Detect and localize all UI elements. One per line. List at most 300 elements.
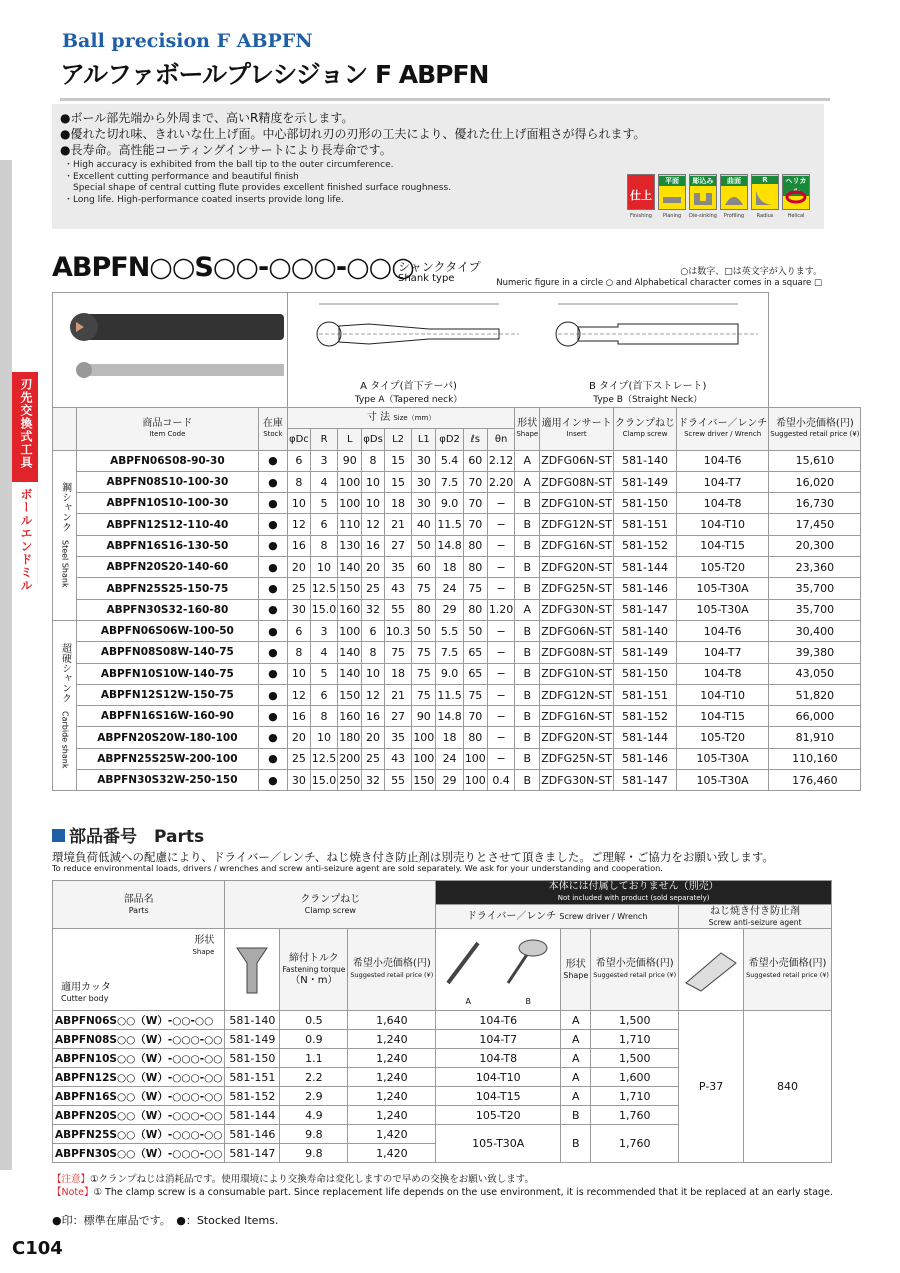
table-cell: ● bbox=[258, 535, 287, 556]
table-cell: 17,450 bbox=[769, 514, 861, 535]
parts-cell: 9.8 bbox=[280, 1125, 348, 1144]
table-cell: 176,460 bbox=[769, 770, 861, 791]
item-code: ABPFN12S12-110-40 bbox=[77, 514, 259, 535]
table-cell: 18 bbox=[384, 493, 412, 514]
item-code: ABPFN20S20W-180-100 bbox=[77, 727, 259, 748]
table-cell: 104-T15 bbox=[677, 535, 769, 556]
parts-cell: A bbox=[561, 1011, 591, 1030]
product-table bbox=[52, 292, 861, 791]
feature-jp-3: ●長寿命。高性能コーティングインサートにより長寿命です。 bbox=[60, 143, 392, 157]
table-cell: 105-T30A bbox=[677, 578, 769, 599]
table-cell: 104-T15 bbox=[677, 706, 769, 727]
table-row bbox=[53, 706, 861, 727]
table-cell: 80 bbox=[463, 535, 487, 556]
parts-cell: 2.9 bbox=[280, 1087, 348, 1106]
helical-icon: ヘリカル Helical bbox=[782, 174, 810, 210]
steel-rows bbox=[53, 450, 861, 620]
table-cell: B bbox=[515, 514, 540, 535]
table-cell: 10 bbox=[288, 663, 311, 684]
table-cell: 0.4 bbox=[487, 770, 515, 791]
table-cell: 30 bbox=[412, 471, 436, 492]
table-cell: 20,300 bbox=[769, 535, 861, 556]
table-cell: 100 bbox=[412, 748, 436, 769]
header-dim-col: R bbox=[310, 429, 338, 450]
header-dimensions: 寸 法 Size（mm） bbox=[288, 408, 515, 429]
shank-type-jp: シャンクタイプ bbox=[398, 260, 481, 274]
parts-cell: 1,420 bbox=[348, 1144, 436, 1163]
anti-seizure-code: P-37 bbox=[679, 1011, 744, 1163]
table-cell: 16,730 bbox=[769, 493, 861, 514]
table-cell: ● bbox=[258, 620, 287, 641]
application-icons bbox=[627, 174, 810, 219]
item-code: ABPFN06S08-90-30 bbox=[77, 450, 259, 471]
diagram-a-label-jp: A タイプ(首下テーパ) bbox=[360, 381, 457, 392]
table-cell: 43,050 bbox=[769, 663, 861, 684]
table-cell: 12.5 bbox=[310, 748, 338, 769]
parts-header-price-clamp: 希望小売価格(円) Suggested retail price (¥) bbox=[348, 929, 436, 1011]
parts-cell: 9.8 bbox=[280, 1144, 348, 1163]
table-cell: 30 bbox=[412, 493, 436, 514]
table-cell: B bbox=[515, 557, 540, 578]
table-cell: 75 bbox=[412, 642, 436, 663]
table-cell: 10.3 bbox=[384, 620, 412, 641]
table-cell: 70 bbox=[463, 471, 487, 492]
item-code: ABPFN10S10W-140-75 bbox=[77, 663, 259, 684]
parts-desc-jp: 環境負荷低減への配慮により、ドライバー／レンチ、ねじ焼き付き防止剤は別売りとさせて頂きました。ご理解・ご協力をお願い致します。 bbox=[52, 850, 774, 864]
table-cell: 55 bbox=[384, 770, 412, 791]
table-row bbox=[53, 727, 861, 748]
group-label: 鋼シャンクSteel Shank bbox=[53, 450, 77, 620]
table-cell: ● bbox=[258, 493, 287, 514]
table-cell: 180 bbox=[338, 727, 362, 748]
parts-cell: 581-147 bbox=[225, 1144, 280, 1163]
table-cell: 105-T20 bbox=[677, 557, 769, 578]
parts-cell: 1,500 bbox=[591, 1011, 679, 1030]
parts-cell: 4.9 bbox=[280, 1106, 348, 1125]
table-cell: 75 bbox=[412, 663, 436, 684]
parts-cell: A bbox=[561, 1087, 591, 1106]
table-cell: 10 bbox=[362, 663, 385, 684]
table-row bbox=[53, 748, 861, 769]
table-cell: 90 bbox=[412, 706, 436, 727]
header-dim-col: φD2 bbox=[436, 429, 464, 450]
table-cell: 150 bbox=[412, 770, 436, 791]
table-cell: 8 bbox=[362, 450, 385, 471]
parts-cell: 1,710 bbox=[591, 1087, 679, 1106]
table-cell: 4 bbox=[310, 642, 338, 663]
parts-cell: 581-151 bbox=[225, 1068, 280, 1087]
table-cell: 581-151 bbox=[614, 514, 677, 535]
table-cell: 30 bbox=[288, 599, 311, 620]
header-clamp: クランプねじ Clamp screw bbox=[614, 408, 677, 451]
profiling-icon: 曲面 Profiling bbox=[720, 174, 748, 210]
table-cell: 581-140 bbox=[614, 620, 677, 641]
table-cell: B bbox=[515, 684, 540, 705]
parts-header-shape-cutter: 形状 Shape 適用カッタ Cutter body bbox=[53, 929, 225, 1011]
table-cell: B bbox=[515, 706, 540, 727]
header-item-code: 商品コード Item Code bbox=[77, 408, 259, 451]
table-cell: 5.4 bbox=[436, 450, 464, 471]
parts-cell: 581-150 bbox=[225, 1049, 280, 1068]
planing-icon: 平面 Planing bbox=[658, 174, 686, 210]
diagram-a-label-en: Type A（Tapered neck） bbox=[354, 395, 463, 405]
item-code: ABPFN16S16-130-50 bbox=[77, 535, 259, 556]
table-cell: 25 bbox=[288, 748, 311, 769]
table-cell: ZDFG06N-ST bbox=[540, 450, 614, 471]
table-cell: 40 bbox=[412, 514, 436, 535]
table-cell: 50 bbox=[412, 535, 436, 556]
table-cell: 80 bbox=[463, 727, 487, 748]
diagram-a-drawing bbox=[299, 294, 519, 374]
cutter-body: ABPFN08S○○（W）-○○○-○○ bbox=[53, 1030, 225, 1049]
table-cell: 100 bbox=[463, 770, 487, 791]
table-cell: − bbox=[487, 493, 515, 514]
table-cell: 100 bbox=[463, 748, 487, 769]
table-cell: ● bbox=[258, 727, 287, 748]
table-cell: 60 bbox=[412, 557, 436, 578]
table-cell: 6 bbox=[288, 450, 311, 471]
table-cell: 105-T30A bbox=[677, 748, 769, 769]
item-code: ABPFN12S12W-150-75 bbox=[77, 684, 259, 705]
code-note-en: Numeric figure in a circle ○ and Alphabetical character comes in a square □ bbox=[496, 278, 822, 288]
table-cell: 43 bbox=[384, 578, 412, 599]
radius-icon: R Radius bbox=[751, 174, 779, 210]
clamp-screw-illustration bbox=[225, 929, 280, 1011]
table-cell: 14.8 bbox=[436, 535, 464, 556]
table-cell: ZDFG20N-ST bbox=[540, 557, 614, 578]
table-cell: 4 bbox=[310, 471, 338, 492]
table-row bbox=[53, 578, 861, 599]
table-cell: 24 bbox=[436, 578, 464, 599]
table-cell: 70 bbox=[463, 493, 487, 514]
table-cell: 12 bbox=[288, 514, 311, 535]
parts-cell: A bbox=[561, 1030, 591, 1049]
table-cell: 32 bbox=[362, 770, 385, 791]
parts-header-torque: 締付トルク Fastening torque （N・m） bbox=[280, 929, 348, 1011]
table-cell: 35,700 bbox=[769, 578, 861, 599]
table-cell: 16 bbox=[362, 535, 385, 556]
parts-desc-en: To reduce environmental loads, drivers / wrenches and screw anti-seizure agent are sold separately. We ask for your understanding and cooperation. bbox=[52, 863, 663, 873]
table-cell: 75 bbox=[463, 684, 487, 705]
table-header-row-1 bbox=[53, 408, 861, 429]
table-cell: 30,400 bbox=[769, 620, 861, 641]
table-cell: ZDFG12N-ST bbox=[540, 684, 614, 705]
table-cell: 75 bbox=[412, 684, 436, 705]
table-cell: 80 bbox=[412, 599, 436, 620]
parts-cell: A bbox=[561, 1049, 591, 1068]
table-row bbox=[53, 642, 861, 663]
table-cell: ● bbox=[258, 514, 287, 535]
table-cell: ● bbox=[258, 450, 287, 471]
table-cell: 2.12 bbox=[487, 450, 515, 471]
table-cell: 39,380 bbox=[769, 642, 861, 663]
table-cell: ZDFG20N-ST bbox=[540, 727, 614, 748]
table-cell: 20 bbox=[362, 557, 385, 578]
table-cell: 1.20 bbox=[487, 599, 515, 620]
table-cell: 75 bbox=[384, 642, 412, 663]
parts-cell: 1,500 bbox=[591, 1049, 679, 1068]
shank-type-en: Shank type bbox=[398, 273, 455, 284]
anti-seizure-price: 840 bbox=[744, 1011, 832, 1163]
table-cell: B bbox=[515, 663, 540, 684]
table-cell: B bbox=[515, 578, 540, 599]
table-row bbox=[53, 450, 861, 471]
parts-header-sold-separately: 本体には付属しておりません（別売） Not included with product (sold separately) bbox=[436, 881, 832, 905]
parts-cell: 104-T6 bbox=[436, 1011, 561, 1030]
parts-cell: B bbox=[561, 1125, 591, 1163]
header-dim-col: L bbox=[338, 429, 362, 450]
parts-cell: 1,240 bbox=[348, 1049, 436, 1068]
cutter-body: ABPFN16S○○（W）-○○○-○○ bbox=[53, 1087, 225, 1106]
item-code: ABPFN16S16W-160-90 bbox=[77, 706, 259, 727]
diagram-type-a bbox=[299, 294, 519, 405]
finishing-icon: 仕上 Finishing bbox=[627, 174, 655, 210]
table-cell: 35,700 bbox=[769, 599, 861, 620]
side-tab-strip bbox=[0, 160, 12, 1170]
table-cell: 8 bbox=[288, 471, 311, 492]
header-stock: 在庫 Stock bbox=[258, 408, 287, 451]
table-cell: 10 bbox=[310, 557, 338, 578]
table-cell: ZDFG06N-ST bbox=[540, 620, 614, 641]
table-row bbox=[53, 493, 861, 514]
table-cell: 55 bbox=[384, 599, 412, 620]
title-jp: アルファボールプレシジョン F ABPFN bbox=[60, 60, 489, 89]
table-cell: 104-T8 bbox=[677, 663, 769, 684]
table-cell: 8 bbox=[288, 642, 311, 663]
table-cell: 5.5 bbox=[436, 620, 464, 641]
table-cell: ● bbox=[258, 770, 287, 791]
table-cell: ZDFG25N-ST bbox=[540, 748, 614, 769]
table-cell: ● bbox=[258, 642, 287, 663]
parts-rows bbox=[53, 1011, 832, 1163]
parts-header-row-3 bbox=[53, 929, 832, 1011]
table-cell: 12 bbox=[288, 684, 311, 705]
table-cell: 581-140 bbox=[614, 450, 677, 471]
table-cell: 21 bbox=[384, 514, 412, 535]
table-cell: ZDFG10N-ST bbox=[540, 663, 614, 684]
table-cell: 16 bbox=[288, 535, 311, 556]
header-dim-col: L2 bbox=[384, 429, 412, 450]
table-cell: 20 bbox=[362, 727, 385, 748]
header-shape: 形状 Shape bbox=[515, 408, 540, 451]
table-cell: 11.5 bbox=[436, 684, 464, 705]
cutter-body: ABPFN30S○○（W）-○○○-○○ bbox=[53, 1144, 225, 1163]
table-cell: 140 bbox=[338, 557, 362, 578]
table-cell: − bbox=[487, 727, 515, 748]
table-cell: 3 bbox=[310, 450, 338, 471]
parts-cell: 581-149 bbox=[225, 1030, 280, 1049]
table-cell: 90 bbox=[338, 450, 362, 471]
table-cell: − bbox=[487, 706, 515, 727]
header-dim-col: θn bbox=[487, 429, 515, 450]
table-cell: 581-150 bbox=[614, 663, 677, 684]
table-cell: − bbox=[487, 663, 515, 684]
table-row bbox=[53, 557, 861, 578]
table-cell: 581-152 bbox=[614, 706, 677, 727]
table-cell: 10 bbox=[288, 493, 311, 514]
cutter-body: ABPFN06S○○（W）-○○-○○ bbox=[53, 1011, 225, 1030]
table-cell: 75 bbox=[412, 578, 436, 599]
table-cell: − bbox=[487, 535, 515, 556]
header-dim-col: ℓs bbox=[463, 429, 487, 450]
table-cell: 35 bbox=[384, 557, 412, 578]
table-cell: 8 bbox=[362, 642, 385, 663]
table-cell: 581-152 bbox=[614, 535, 677, 556]
table-cell: 581-147 bbox=[614, 599, 677, 620]
table-cell: 581-144 bbox=[614, 557, 677, 578]
table-cell: ● bbox=[258, 471, 287, 492]
item-code: ABPFN30S32-160-80 bbox=[77, 599, 259, 620]
table-row bbox=[53, 684, 861, 705]
parts-cell: 0.9 bbox=[280, 1030, 348, 1049]
code-title: ABPFN○○S○○-○○○-○○○ bbox=[52, 252, 414, 283]
table-row bbox=[53, 514, 861, 535]
parts-header-anti: ねじ焼き付き防止剤 Screw anti-seizure agent bbox=[679, 905, 832, 929]
parts-cell: 104-T10 bbox=[436, 1068, 561, 1087]
cutter-body: ABPFN10S○○（W）-○○○-○○ bbox=[53, 1049, 225, 1068]
table-cell: 70 bbox=[463, 514, 487, 535]
table-cell: ZDFG30N-ST bbox=[540, 599, 614, 620]
table-cell: 25 bbox=[362, 578, 385, 599]
title-rule bbox=[60, 98, 830, 101]
table-cell: ● bbox=[258, 557, 287, 578]
table-cell: 581-149 bbox=[614, 471, 677, 492]
table-cell: ● bbox=[258, 706, 287, 727]
table-cell: 8 bbox=[310, 535, 338, 556]
table-cell: 130 bbox=[338, 535, 362, 556]
table-cell: 65 bbox=[463, 663, 487, 684]
table-cell: 15,610 bbox=[769, 450, 861, 471]
screw-icon bbox=[227, 938, 277, 998]
table-cell: 24 bbox=[436, 748, 464, 769]
features-jp bbox=[52, 110, 646, 158]
table-cell: 21 bbox=[384, 684, 412, 705]
parts-table bbox=[52, 880, 832, 1163]
table-cell: 11.5 bbox=[436, 514, 464, 535]
parts-header-name: 部品名 Parts bbox=[53, 881, 225, 929]
table-cell: 9.0 bbox=[436, 663, 464, 684]
table-cell: 5 bbox=[310, 663, 338, 684]
table-cell: 581-150 bbox=[614, 493, 677, 514]
table-cell: 27 bbox=[384, 535, 412, 556]
table-cell: 6 bbox=[310, 684, 338, 705]
table-cell: B bbox=[515, 770, 540, 791]
table-cell: 50 bbox=[412, 620, 436, 641]
table-cell: − bbox=[487, 748, 515, 769]
feature-jp-1: ●ボール部先端から外周まで、高いR精度を示します。 bbox=[60, 111, 354, 125]
table-cell: 105-T30A bbox=[677, 599, 769, 620]
table-cell: 100 bbox=[338, 471, 362, 492]
parts-cell: A bbox=[561, 1068, 591, 1087]
table-cell: 581-144 bbox=[614, 727, 677, 748]
item-code: ABPFN25S25W-200-100 bbox=[77, 748, 259, 769]
table-cell: 12 bbox=[362, 684, 385, 705]
table-cell: 18 bbox=[436, 557, 464, 578]
die-sinking-icon: 彫込み Die-sinking bbox=[689, 174, 717, 210]
driver-label-b: B bbox=[525, 996, 531, 1006]
item-code: ABPFN08S08W-140-75 bbox=[77, 642, 259, 663]
table-cell: 20 bbox=[288, 557, 311, 578]
table-cell: 100 bbox=[338, 620, 362, 641]
table-cell: 16,020 bbox=[769, 471, 861, 492]
diagram-b-drawing bbox=[538, 294, 758, 374]
table-cell: 30 bbox=[412, 450, 436, 471]
driver-label-a: A bbox=[465, 996, 471, 1006]
table-cell: 140 bbox=[338, 642, 362, 663]
item-code: ABPFN08S10-100-30 bbox=[77, 471, 259, 492]
table-cell: 100 bbox=[412, 727, 436, 748]
feature-en-1: ・High accuracy is exhibited from the ball tip to the outer circumference. bbox=[64, 160, 394, 170]
feature-en-2: ・Excellent cutting performance and beautiful finish bbox=[64, 171, 299, 182]
table-cell: 2.20 bbox=[487, 471, 515, 492]
parts-header-price-anti: 希望小売価格(円) Suggested retail price (¥) bbox=[744, 929, 832, 1011]
table-cell: 16 bbox=[362, 706, 385, 727]
table-cell: 25 bbox=[362, 748, 385, 769]
page-number: C104 bbox=[12, 1238, 63, 1259]
table-cell: 7.5 bbox=[436, 642, 464, 663]
diagram-b-label-en: Type B（Straight Neck） bbox=[593, 395, 703, 405]
diagram-b-label-jp: B タイプ(首下ストレート) bbox=[589, 381, 707, 392]
parts-cell: B bbox=[561, 1106, 591, 1125]
parts-cell: 1,600 bbox=[591, 1068, 679, 1087]
parts-header-clamp: クランプねじ Clamp screw bbox=[225, 881, 436, 929]
anti-seizure-illustration bbox=[679, 929, 744, 1011]
group-label: 超硬シャンクCarbide shank bbox=[53, 620, 77, 790]
side-label-tools: 刃先交換式工具 bbox=[19, 378, 33, 469]
parts-cell: 581-144 bbox=[225, 1106, 280, 1125]
table-cell: 15 bbox=[384, 471, 412, 492]
table-cell: − bbox=[487, 557, 515, 578]
table-cell: 70 bbox=[463, 706, 487, 727]
parts-cell: 0.5 bbox=[280, 1011, 348, 1030]
table-cell: 51,820 bbox=[769, 684, 861, 705]
table-cell: 104-T6 bbox=[677, 620, 769, 641]
parts-cell: 1,760 bbox=[591, 1125, 679, 1163]
table-cell: 150 bbox=[338, 684, 362, 705]
table-cell: 15 bbox=[384, 450, 412, 471]
product-photo-cell bbox=[53, 293, 288, 408]
item-code: ABPFN20S20-140-60 bbox=[77, 557, 259, 578]
side-label-ballend: ボールエンドミル bbox=[19, 488, 33, 592]
table-cell: 32 bbox=[362, 599, 385, 620]
table-cell: 18 bbox=[384, 663, 412, 684]
parts-cell: 104-T15 bbox=[436, 1087, 561, 1106]
item-code: ABPFN06S06W-100-50 bbox=[77, 620, 259, 641]
parts-header-row-1 bbox=[53, 881, 832, 905]
table-cell: 3 bbox=[310, 620, 338, 641]
table-cell: 10 bbox=[362, 493, 385, 514]
table-cell: 581-146 bbox=[614, 578, 677, 599]
table-cell: 581-146 bbox=[614, 748, 677, 769]
table-cell: 6 bbox=[288, 620, 311, 641]
table-cell: 60 bbox=[463, 450, 487, 471]
table-cell: B bbox=[515, 748, 540, 769]
header-price: 希望小売価格(円) Suggested retail price (¥) bbox=[769, 408, 861, 451]
table-cell: 6 bbox=[310, 514, 338, 535]
table-cell: ● bbox=[258, 748, 287, 769]
table-cell: 5 bbox=[310, 493, 338, 514]
table-cell: − bbox=[487, 642, 515, 663]
feature-jp-2: ●優れた切れ味、きれいな仕上げ面。中心部切れ刃の刃形の工夫により、優れた仕上げ面粗さが得られます。 bbox=[60, 127, 646, 141]
table-cell: 110 bbox=[338, 514, 362, 535]
table-cell: 50 bbox=[463, 620, 487, 641]
table-cell: ZDFG30N-ST bbox=[540, 770, 614, 791]
table-cell: − bbox=[487, 578, 515, 599]
parts-cell: 105-T20 bbox=[436, 1106, 561, 1125]
table-row bbox=[53, 663, 861, 684]
table-cell: 160 bbox=[338, 599, 362, 620]
table-cell: − bbox=[487, 684, 515, 705]
